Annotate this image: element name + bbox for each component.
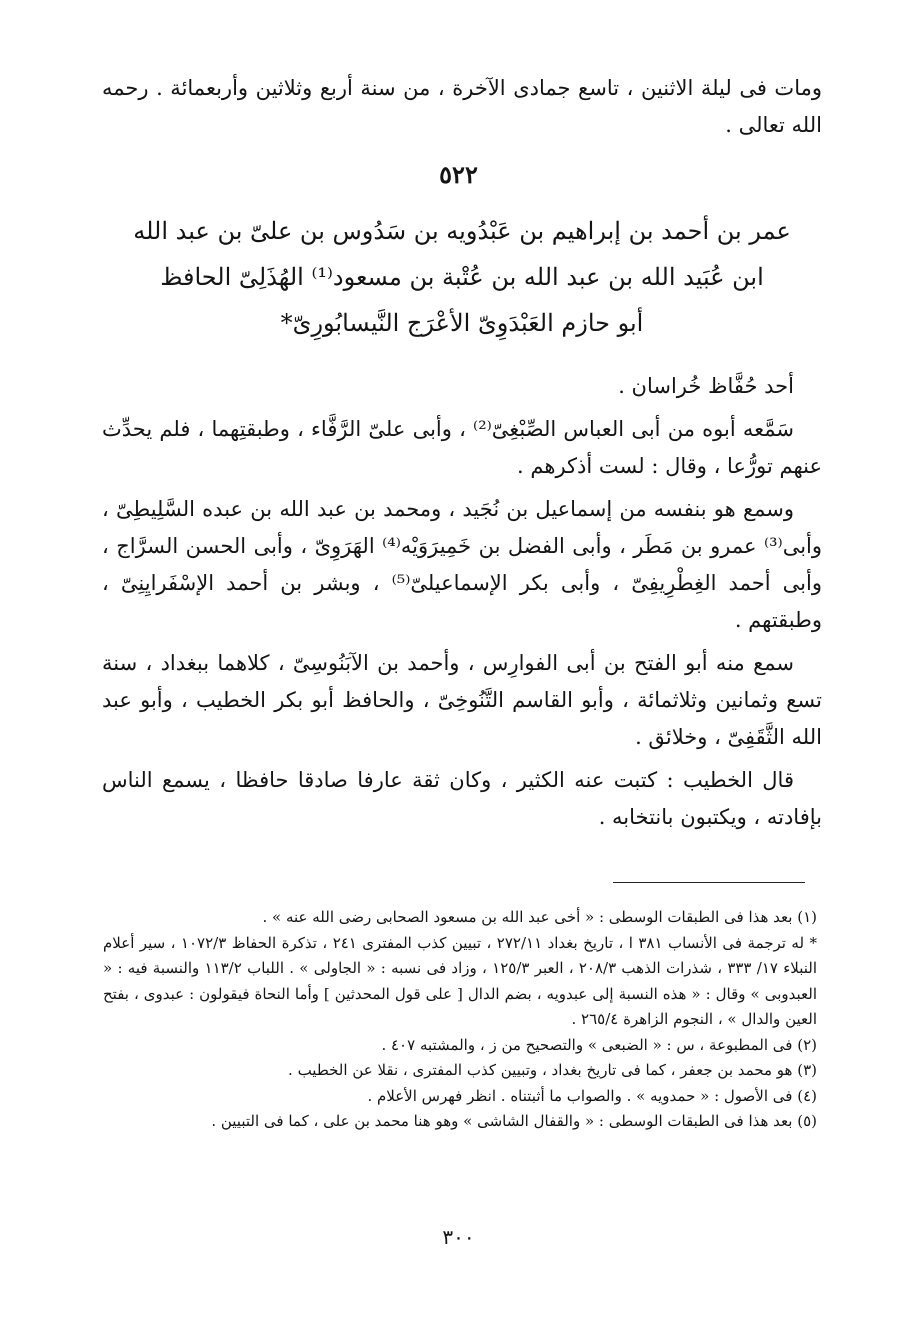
footnote-separator [613,882,805,883]
title-line: أبو حازم العَبْدَوِىّ الأعْرَج النَّيسابُورِىّ* [280,309,644,337]
body-paragraph: وسمع هو بنفسه من إسماعيل بن نُجَيد ، ومحمد بن عبد الله بن عبده السَّلِيطِىّ ، وأبى⁽³⁾ عمرو بن مَطَر ، وأبى الفضل بن خَمِيرَوَيْه⁽⁴⁾ الهَرَوِىّ ، وأبى الحسن السرَّاج ، وأبى أحمد الغِطْرِيفِىّ ، وأبى بكر الإسماعيلىّ⁽⁵⁾ ، وبشر بن أحمد الإسْفَرايِنِىّ ، وطبقتهم . [102,497,823,632]
entry-body [102,368,822,842]
body-paragraph: أحد حُفَّاظ خُراسان . [618,374,794,398]
body-paragraph: قال الخطيب : كتبت عنه الكثير ، وكان ثقة عارفا صادقا حافظا ، يسمع الناس بإفادته ، ويكتبون بانتخابه . [102,768,822,829]
title-line: ابن عُبَيد الله بن عبد الله بن عُتْبة بن مسعود⁽¹⁾ الهُذَلِىّ الحافظ [160,263,764,291]
entry-title [102,208,822,346]
footnotes [103,905,817,1135]
footnote: (١) بعد هذا فى الطبقات الوسطى : « أخى عبد الله بن مسعود الصحابى رضى الله عنه » . [262,908,817,926]
entry-number: ٥٢٢ [439,160,478,189]
footnote: (٢) فى المطبوعة ، س : « الضبعى » والتصحيح من ز ، والمشتبه ٤٠٧ . [381,1035,817,1054]
page-number: ٣٠٠ [442,1225,475,1249]
body-paragraph: سمع منه أبو الفتح بن أبى الفوارِس ، وأحمد بن الآبَنُوسِىّ ، كلاهما ببغداد ، سنة تسع وثمانين وثلاثمائة ، وأبو القاسم التَّنُوخِىّ ، والحافظ أبو بكر الخطيب ، وأبو عبد الله الثَّقَفِىّ ، وخلائق . [102,651,822,749]
body-paragraph: سَمَّعه أبوه من أبى العباس الصِّبْغِىّ⁽²⁾ ، وأبى علىّ الرَّفَّاء ، وطبقتِهما ، فلم يحدِّث عنهم تورُّعا ، وقال : لست أذكرهم . [102,417,822,478]
intro-paragraph: ومات فى ليلة الاثنين ، تاسع جمادى الآخرة ، من سنة أربع وثلاثين وأربعمائة . رحمه الله تعالى . [102,76,822,137]
previous-entry-ending [102,70,822,144]
footnote: (٣) هو محمد بن جعفر ، كما فى تاريخ بغداد ، وتبيين كذب المفترى ، نقلا عن الخطيب . [288,1061,817,1079]
title-line: عمر بن أحمد بن إبراهيم بن عَبْدُويه بن سَدُوس بن علىّ بن عبد الله [133,217,791,245]
footnote: * له ترجمة فى الأنساب ٣٨١ ا ، تاريخ بغداد ٢٧٢/١١ ، تبيين كذب المفترى ٢٤١ ، تذكرة الحفاظ ١٠٧٢/٣ ، سير أعلام النبلاء ١٧/ ٣٣٣ ، شذرات الذهب ٢٠٨/٣ ، العبر ١٢٥/٣ ، وزاد فى نسبه : « الجاولى » . اللباب ١١٣/٢ والنسبة فيه : « العبدوبى » وقال : « هذه النسبة إلى عبدويه ، بضم الدال [ على قول المحدثين ] وأما النحاة فيقولون : عبدوى ، بفتح العين والدال » ، النجوم الزاهرة ٢٦٥/٤ . [103,933,818,1028]
footnote: (٥) بعد هذا فى الطبقات الوسطى : « والقفال الشاشى » وهو هنا محمد بن على ، كما فى التبيين . [211,1112,817,1130]
footnote: (٤) فى الأصول : « حمدويه » . والصواب ما أثبتناه . انظر فهرس الأعلام . [367,1086,817,1105]
